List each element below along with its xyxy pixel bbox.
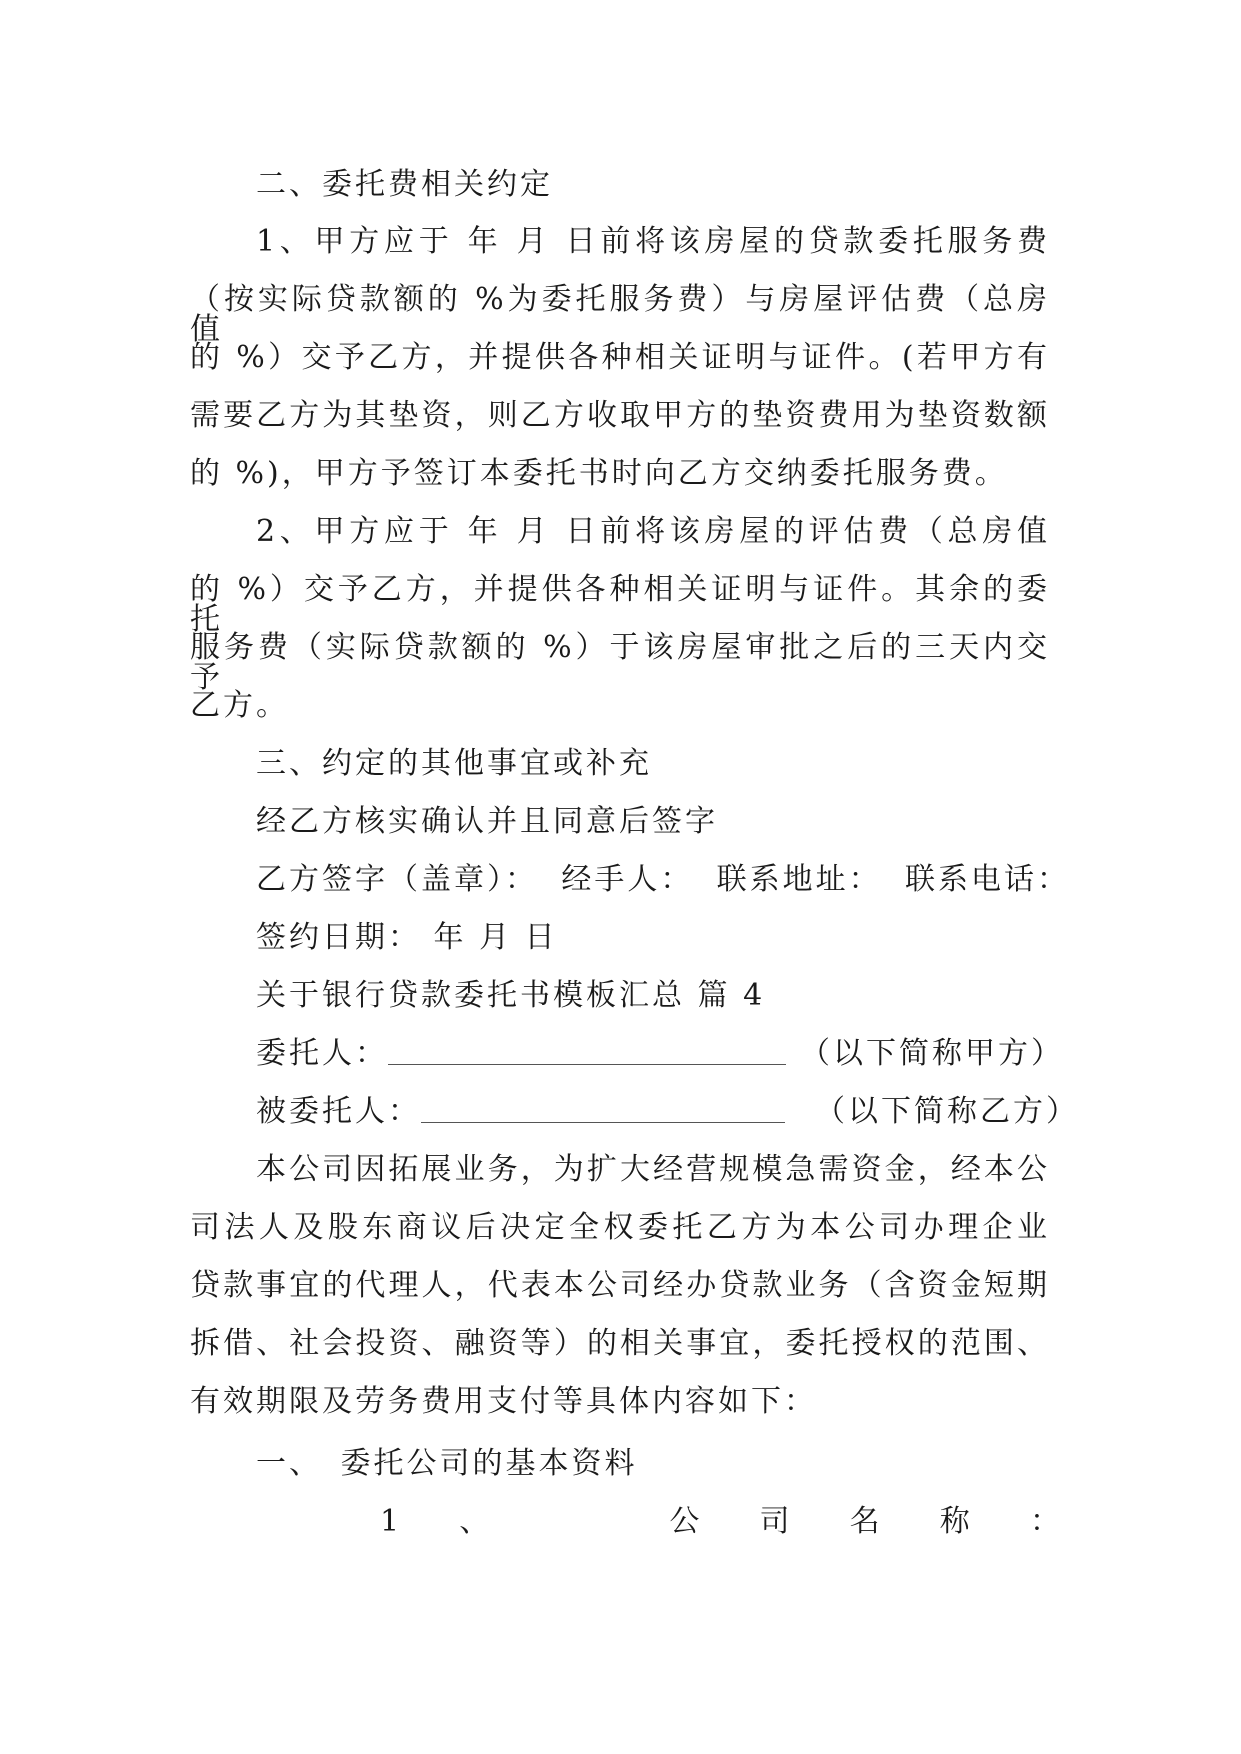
clause-2-line-1: 2、甲方应于 年 月 日前将该房屋的评估费（总房值	[256, 514, 1050, 549]
intro-line-3: 贷款事宜的代理人，代表本公司经办贷款业务（含资金短期	[190, 1268, 1050, 1303]
party-b-sign-label: 乙方签字（盖章）：	[256, 862, 538, 897]
agent-label: 被委托人：	[256, 1094, 421, 1129]
address-label: 联系地址：	[716, 862, 882, 897]
company-name-token: 公	[669, 1504, 700, 1539]
principal-label: 委托人：	[256, 1036, 388, 1071]
company-name-token: ：	[1029, 1504, 1060, 1539]
confirm-line: 经乙方核实确认并且同意后签字	[256, 804, 718, 839]
section-one-heading: 一、 委托公司的基本资料	[256, 1446, 638, 1481]
section-two-heading: 二、委托费相关约定	[256, 167, 553, 202]
clause-1-line-1: 1、甲方应于 年 月 日前将该房屋的贷款委托服务费	[256, 224, 1050, 259]
agent-row	[256, 1094, 1079, 1129]
clause-1-line-4: 需要乙方为其垫资，则乙方收取甲方的垫资费用为垫资数额	[190, 398, 1050, 433]
company-name-token: 名	[849, 1504, 880, 1539]
principal-blank	[388, 1063, 786, 1065]
phone-label: 联系电话：	[904, 862, 1070, 897]
company-name-token: 司	[759, 1504, 790, 1539]
agent-suffix: （以下简称乙方）	[815, 1094, 1079, 1129]
template-title: 关于银行贷款委托书模板汇总 篇 4	[256, 978, 766, 1013]
company-name-row	[380, 1504, 1060, 1539]
intro-line-5: 有效期限及劳务费用支付等具体内容如下：	[190, 1384, 817, 1419]
sign-date-line: 签约日期： 年 月 日	[256, 920, 558, 955]
clause-2-line-3: 服务费（实际贷款额的 %）于该房屋审批之后的三天内交予	[190, 630, 1050, 695]
clause-2-line-2: 的 %）交予乙方，并提供各种相关证明与证件。其余的委托	[190, 572, 1050, 637]
intro-line-4: 拆借、社会投资、融资等）的相关事宜，委托授权的范围、	[190, 1326, 1050, 1361]
principal-suffix: （以下简称甲方）	[800, 1036, 1064, 1071]
section-three-heading: 三、约定的其他事宜或补充	[256, 746, 652, 781]
clause-1-line-2: （按实际贷款额的 %为委托服务费）与房屋评估费（总房值	[190, 282, 1050, 347]
company-name-token: 称	[939, 1504, 970, 1539]
handler-label: 经手人：	[561, 862, 694, 897]
company-name-token: 、	[459, 1504, 490, 1539]
clause-1-line-5: 的 %)，甲方予签订本委托书时向乙方交纳委托服务费。	[190, 456, 1008, 491]
intro-line-2: 司法人及股东商议后决定全权委托乙方为本公司办理企业	[190, 1210, 1050, 1245]
principal-row	[256, 1036, 1064, 1071]
clause-1-line-3: 的 %）交予乙方，并提供各种相关证明与证件。(若甲方有	[190, 340, 1050, 375]
intro-line-1: 本公司因拓展业务，为扩大经营规模急需资金，经本公	[256, 1152, 1050, 1187]
clause-2-line-4: 乙方。	[190, 688, 289, 723]
company-name-token: 1	[380, 1504, 400, 1539]
agent-blank	[421, 1121, 785, 1123]
signature-fields-row	[256, 862, 1070, 897]
